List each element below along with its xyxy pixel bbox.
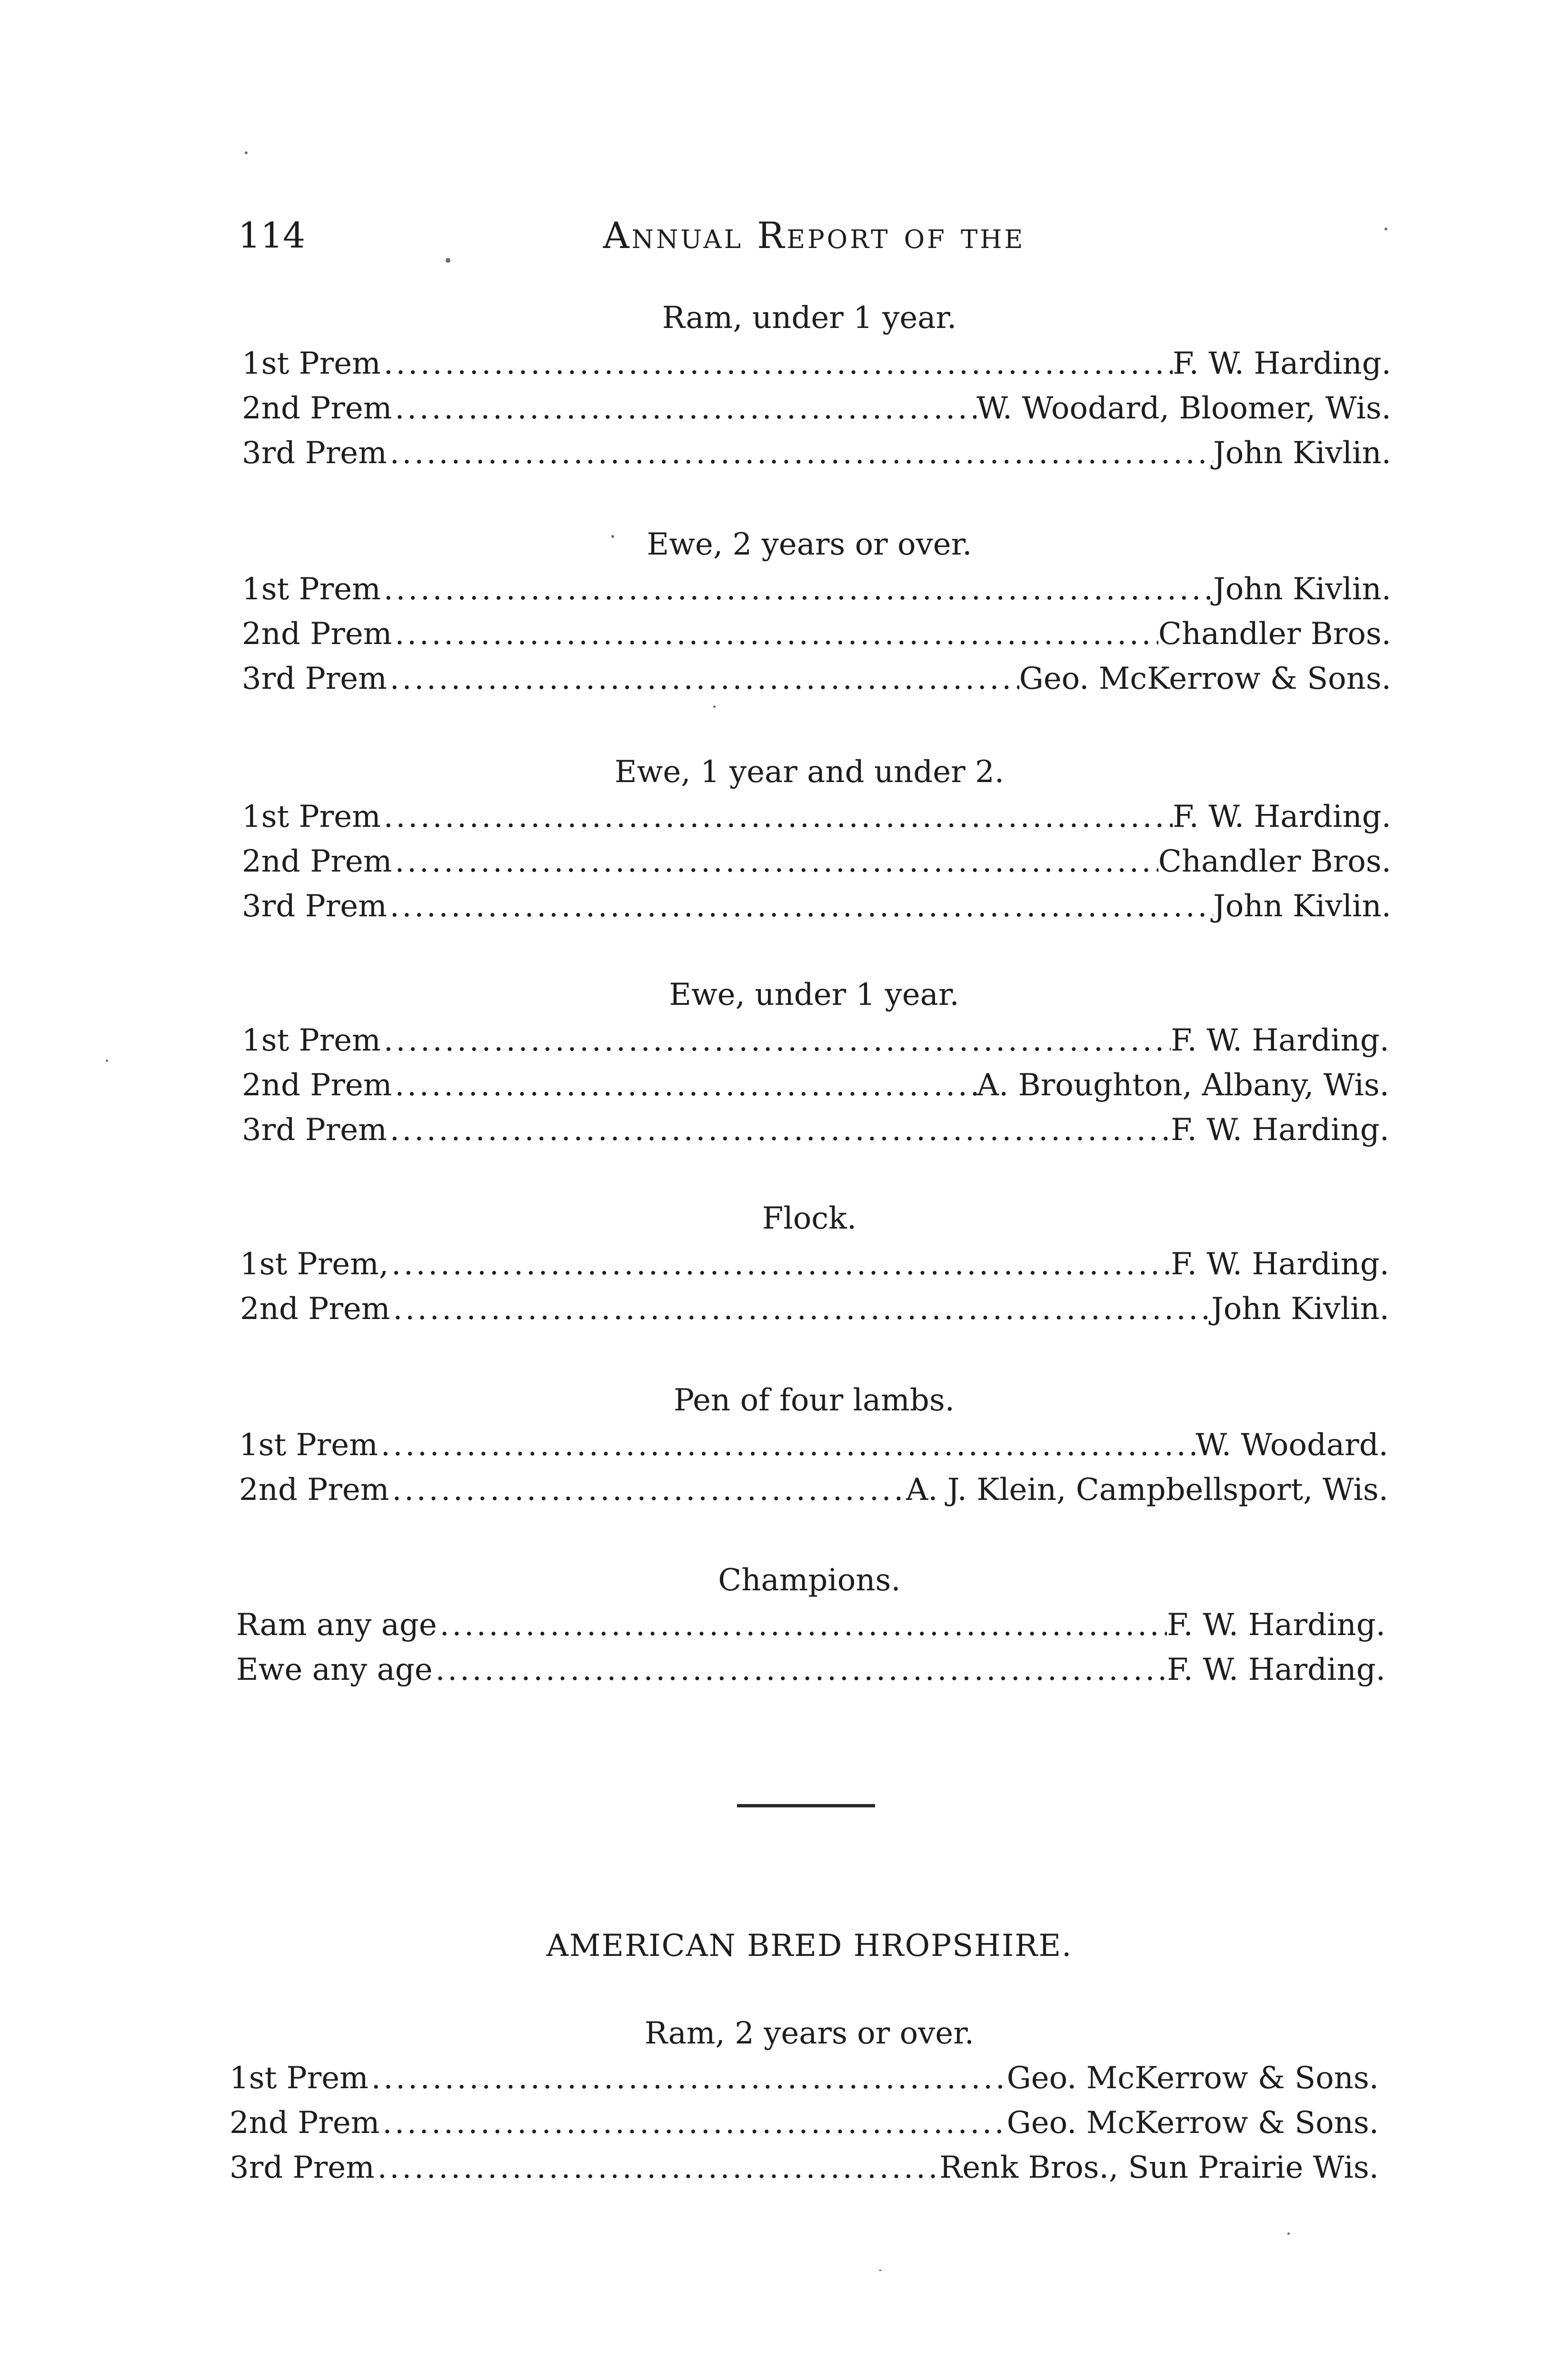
premium-entry [240,1241,1389,1287]
premium-label: Ram any age [236,1607,437,1643]
premium-entry [242,386,1391,431]
section-heading: Ram, 2 years or over. [644,2016,975,2051]
winner-name: Chandler Bros. [1158,844,1391,879]
premium-label: 2nd Prem [240,1291,390,1327]
winner-name: A. Broughton, Albany, Wis. [976,1068,1389,1103]
section-heading: Pen of four lambs. [673,1383,955,1418]
section-heading: Ewe, 2 years or over. [647,527,972,562]
premium-label: 2nd Prem [242,1068,392,1103]
premium-entry [240,1286,1389,1332]
premium-label: 3rd Prem [229,2150,375,2185]
premium-entry [229,2055,1379,2101]
premium-entry [242,794,1391,840]
premium-label: 1st Prem [239,1428,378,1463]
premium-entry [242,883,1391,929]
premium-entry [242,1018,1389,1063]
winner-name: F. W. Harding. [1171,1112,1389,1148]
premium-label: 1st Prem [242,346,381,381]
winner-name: Geo. McKerrow & Sons. [1006,2061,1379,2096]
paper-speck [1287,2232,1290,2235]
premium-entry [229,2100,1379,2146]
dot-leader [387,1107,1171,1153]
winner-name: John Kivlin. [1211,1291,1389,1327]
premium-label: 1st Prem [242,799,381,834]
premium-entry [242,566,1391,612]
paper-speck [1385,228,1387,230]
winner-name: Renk Bros., Sun Prairie Wis. [939,2150,1379,2185]
premium-entry [239,1422,1388,1468]
dot-leader [392,1062,976,1108]
winner-name: W. Woodard, Bloomer, Wis. [976,391,1391,426]
dot-leader [433,1647,1167,1693]
winner-name: John Kivlin. [1213,889,1391,924]
dot-leader [392,611,1158,657]
premium-label: 1st Prem [229,2061,369,2096]
dot-leader [375,2145,939,2191]
dot-leader [387,656,1019,702]
winner-name: John Kivlin. [1213,436,1391,471]
section-heading: Champions. [718,1563,901,1598]
dot-leader [390,1286,1211,1332]
premium-entry [242,1107,1389,1153]
running-title: Annual Report of the [603,214,1026,257]
dot-leader [392,386,976,431]
section-heading: Ewe, under 1 year. [669,977,959,1012]
premium-entry [239,1467,1388,1513]
dot-leader [387,430,1213,476]
dot-leader [392,839,1158,884]
winner-name: F. W. Harding. [1173,799,1391,834]
premium-entry [242,430,1391,476]
premium-label: 2nd Prem [229,2105,380,2141]
winner-name: W. Woodard. [1195,1428,1388,1463]
premium-label: 2nd Prem [242,616,392,652]
winner-name: Chandler Bros. [1158,616,1391,652]
premium-label: 2nd Prem [242,844,392,879]
premium-label: 2nd Prem [239,1472,389,1507]
section-heading: Ewe, 1 year and under 2. [614,754,1005,790]
premium-label: 3rd Prem [242,1112,387,1148]
premium-entry [236,1602,1385,1648]
winner-name: F. W. Harding. [1167,1607,1385,1643]
premium-entry [242,341,1391,387]
winner-name: Geo. McKerrow & Sons. [1019,661,1391,696]
premium-entry [242,611,1391,657]
premium-label: 1st Prem [242,1023,381,1058]
paper-speck [446,258,450,263]
premium-entry [242,656,1391,702]
dot-leader [381,341,1173,387]
winner-name: F. W. Harding. [1171,1247,1389,1282]
dot-leader [388,1241,1171,1287]
section-heading: Flock. [762,1201,857,1236]
winner-name: John Kivlin. [1213,572,1391,607]
dot-leader [379,2100,1006,2146]
paper-speck [713,705,716,708]
paper-speck [106,1060,108,1062]
premium-entry [242,839,1391,884]
section-heading: AMERICAN BRED HROPSHIRE. [546,1928,1073,1964]
premium-label: 1st Prem, [240,1247,389,1282]
premium-label: Ewe any age [236,1652,433,1687]
dot-leader [437,1602,1167,1648]
section-divider [737,1804,875,1807]
paper-speck [879,2270,882,2271]
paper-speck [611,535,614,538]
premium-entry [242,1062,1389,1108]
section-heading: Ram, under 1 year. [662,300,957,336]
dot-leader [369,2055,1007,2101]
dot-leader [381,794,1173,840]
dot-leader [389,1467,906,1513]
dot-leader [381,566,1213,612]
premium-label: 3rd Prem [242,889,387,924]
winner-name: F. W. Harding. [1167,1652,1385,1687]
premium-label: 3rd Prem [242,661,387,696]
winner-name: Geo. McKerrow & Sons. [1006,2105,1379,2141]
winner-name: F. W. Harding. [1171,1023,1389,1058]
dot-leader [381,1018,1171,1063]
running-head [238,209,1390,262]
paper-speck [245,151,248,154]
winner-name: A. J. Klein, Campbellsport, Wis. [906,1472,1388,1507]
premium-entry [236,1647,1385,1693]
dot-leader [378,1422,1195,1468]
premium-label: 3rd Prem [242,436,387,471]
premium-label: 2nd Prem [242,391,392,426]
page-number: 114 [238,215,306,256]
premium-entry [229,2145,1379,2191]
winner-name: F. W. Harding. [1173,346,1391,381]
dot-leader [387,883,1213,929]
premium-label: 1st Prem [242,572,381,607]
